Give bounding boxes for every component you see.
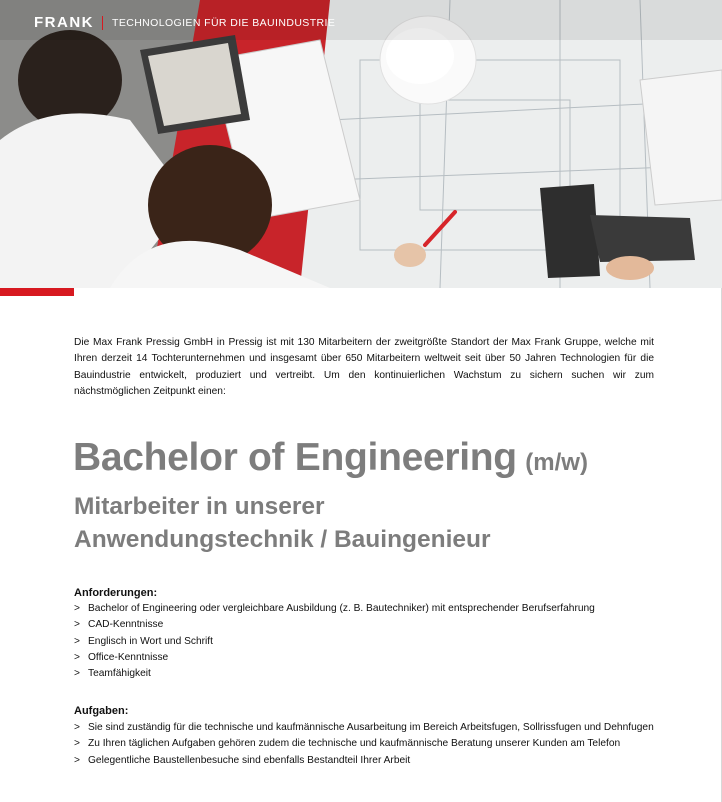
task-text: Gelegentliche Baustellenbesuche sind ebenfalls Bestandteil Ihrer Arbeit <box>88 754 411 766</box>
job-subtitle <box>74 490 674 556</box>
bullet-marker: > <box>74 651 80 663</box>
requirement-text: Teamfähigkeit <box>88 668 151 680</box>
intro-paragraph: Die Max Frank Pressig GmbH in Pressig ist mit 130 Mitarbeitern der zweitgrößte Standort der Max Frank Gruppe, welche mit Ihren derzeit 14 Tochterunternehmen und insgesamt über 650 Mitarbeitern weltweit seit über 50 Jahren Technologien für die Bauindustrie entwickelt, produziert und vertreibt. Um den kontinuierlichen Wachstum zu sichern suchen wir zum nächstmöglichen Zeitpunkt einen: <box>74 337 654 397</box>
list-item <box>74 617 654 633</box>
list-item <box>74 634 654 650</box>
bullet-marker: > <box>74 722 80 733</box>
tasks-list <box>74 720 654 769</box>
job-title-text: Bachelor of Engineering <box>73 436 517 479</box>
requirements-list <box>74 601 654 682</box>
job-title <box>73 436 588 480</box>
bullet-marker: > <box>74 603 80 614</box>
list-item <box>74 650 654 666</box>
brand-tagline: TECHNOLOGIEN FÜR DIE BAUINDUSTRIE <box>112 16 336 29</box>
brand-separator <box>102 16 103 30</box>
bullet-marker: > <box>74 738 80 750</box>
requirement-text: Bachelor of Engineering oder vergleichbare Ausbildung (z. B. Bautechniker) mit entsprechender Berufserfahrung <box>88 603 595 614</box>
tasks-heading: Aufgaben: <box>74 705 129 717</box>
list-item <box>74 736 654 752</box>
hero-photo-illustration <box>0 0 722 288</box>
accent-bar <box>0 288 74 296</box>
job-title-suffix: (m/w) <box>525 449 588 476</box>
bullet-marker: > <box>74 619 80 631</box>
requirements-heading: Anforderungen: <box>74 587 158 599</box>
requirement-text: Englisch in Wort und Schrift <box>88 635 213 647</box>
brand-header <box>34 14 335 31</box>
job-subtitle-line1: Mitarbeiter in unserer <box>74 493 325 520</box>
frank-logo[interactable]: FRANK <box>34 14 94 31</box>
job-subtitle-line2: Anwendungstechnik / Bauingenieur <box>74 526 491 553</box>
list-item <box>74 753 654 769</box>
list-item <box>74 720 654 736</box>
list-item <box>74 666 654 682</box>
list-item <box>74 601 654 617</box>
bullet-marker: > <box>74 635 80 647</box>
task-text: Sie sind zuständig für die technische und kaufmännische Ausarbeitung im Bereich Arbeitsfugen, Sollrissfugen und Dehnfugen <box>88 722 654 733</box>
bullet-marker: > <box>74 754 80 766</box>
task-text: Zu Ihren täglichen Aufgaben gehören zudem die technische und kaufmännische Beratung unserer Kunden am Telefon <box>88 738 621 750</box>
requirement-text: Office-Kenntnisse <box>88 651 169 663</box>
requirement-text: CAD-Kenntnisse <box>88 619 164 631</box>
bullet-marker: > <box>74 668 80 680</box>
hero-photo <box>0 0 722 288</box>
